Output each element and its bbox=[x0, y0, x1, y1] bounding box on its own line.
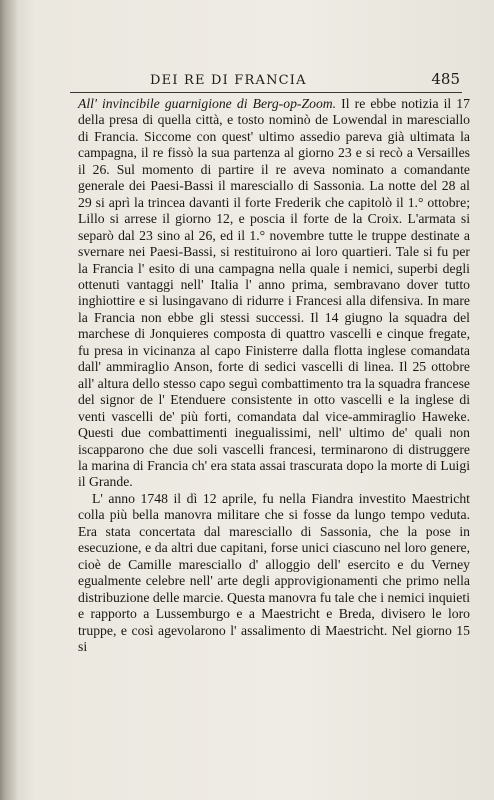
paragraph-1-text: Il re ebbe notizia il 17 della presa di quella città, e tosto nominò de Lowendal in maresciallo di Francia. Siccome con quest' ultimo assedio pareva già ultimata la campagna, il re fissò la sua partenza al giorno 23 e si recò a Versailles il 26. Sul momento di partire il re aveva nominato a comandante generale dei Paesi-Bassi il maresciallo di Sassonia. La notte del 28 al 29 si aprì la trincea davanti il forte Frederik che capitolò il 1.° ottobre; Lillo si arrese il giorno 12, e poscia il forte de la Croix. L'armata si separò dal 23 sino al 26, ed il 1.° novembre tutte le truppe destinate a svernare nei Paesi-Bassi, si restituirono ai loro quartieri. Tale si fu per la Francia l' esito di una campagna nella quale i nemici, superbi degli ottenuti vantaggi nell' Italia l' anno prima, sembravano dover tutto inghiottire e si lusingavano di ridurre i Francesi alla difensiva. In mare la Francia non ebbe gli stessi successi. Il 14 giugno la squadra del marchese di Jonquieres composta di quattro vascelli e cinque fregate, fu presa in vicinanza al capo Finisterre dalla flotta inglese comandata dall' ammiraglio Anson, forte di sedici vascelli di linea. Il 25 ottobre all' altura dello stesso capo seguì combattimento tra la squadra francese del signor de l' Etenduere consistente in otto vascelli e la inglese di venti vascelli de' più forti, comandata dal vice-ammiraglio Haweke. Questi due combattimenti inegualissimi, nell' ultimo de' quali non iscapparono che due soli vascelli francesi, terminarono di distruggere la marina di Francia ch' era stata assai trascurata dopo la morte di Luigi il Grande. bbox=[78, 96, 470, 490]
paragraph-1-italic-lead: All' invincibile guarnigione di Berg-op-Zoom. bbox=[78, 96, 337, 111]
body-text bbox=[78, 96, 470, 655]
running-head: DEI RE DI FRANCIA bbox=[150, 73, 307, 88]
page-gutter bbox=[0, 0, 18, 800]
header-rule bbox=[70, 92, 462, 93]
page-header bbox=[70, 70, 470, 92]
page-number: 485 bbox=[431, 70, 460, 88]
paragraph-2: L' anno 1748 il dì 12 aprile, fu nella Fiandra investito Maestricht colla più bella manovra militare che si fosse da lungo tempo veduta. Era stata concertata dal maresciallo di Sassonia, che la pose in esecuzione, e da altri due capitani, forse unici ciascuno nel loro genere, cioè de Camille maresciallo d' alloggio dell' esercito e du Verney egualmente celebre nell' arte degli approvigionamenti che primo nella distribuzione delle marcie. Questa manovra fu tale che i nemici inquieti e rapporto a Lussemburgo e a Maestricht e Breda, divisero le loro truppe, e così agevolarono l' assalimento di Maestricht. Nel giorno 15 si bbox=[78, 490, 470, 654]
paragraph-1 bbox=[78, 96, 470, 491]
